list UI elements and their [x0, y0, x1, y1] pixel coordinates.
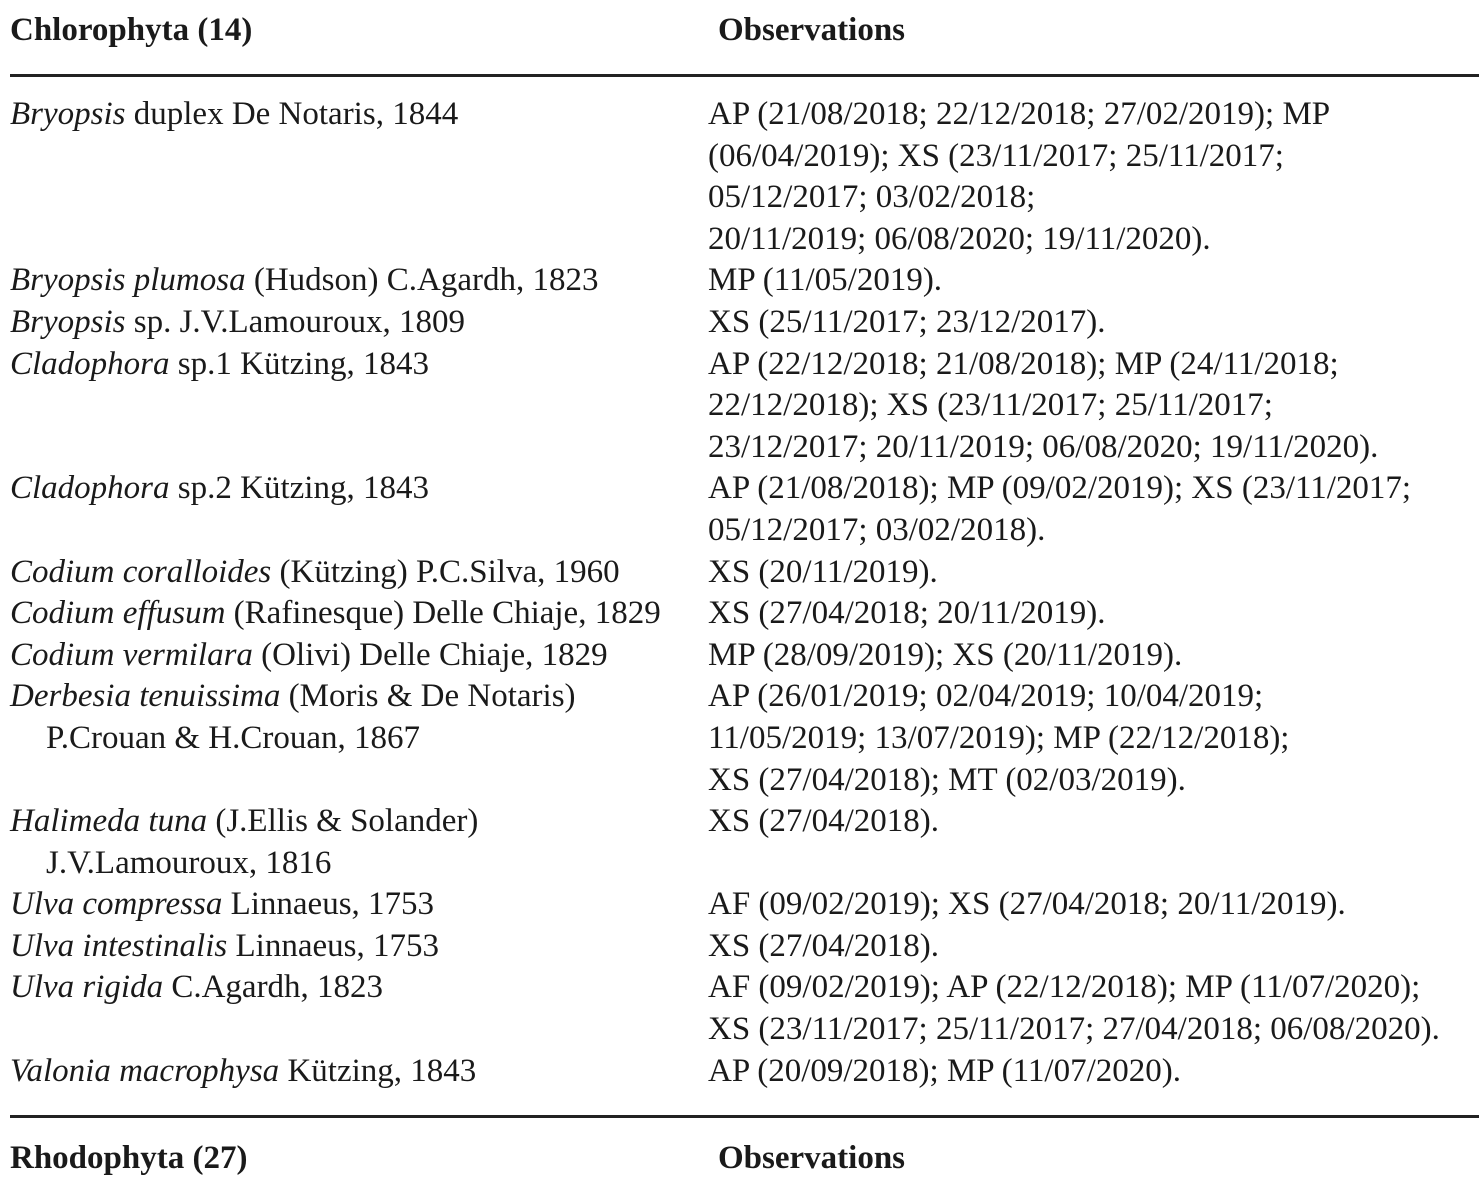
observations-cell: [708, 344, 1469, 469]
species-authority: (Hudson) C.Agardh, 1823: [245, 262, 599, 299]
species-name-italic: Ulva compressa: [10, 886, 223, 923]
observation-line: 20/11/2019; 06/08/2020; 19/11/2020).: [708, 220, 1211, 257]
observation-line: XS (27/04/2018).: [708, 927, 939, 964]
species-cell: [0, 926, 708, 968]
species-name-italic: Cladophora: [10, 345, 170, 382]
observations-cell: [708, 635, 1469, 677]
species-line: [10, 260, 708, 302]
species-line: [10, 344, 708, 386]
table-row: [0, 344, 1479, 469]
observation-line: (06/04/2019); XS (23/11/2017; 25/11/2017;: [708, 137, 1284, 174]
observations-cell: [708, 552, 1469, 594]
species-line: [10, 926, 708, 968]
species-cell: [0, 676, 708, 801]
observation-line: AF (09/02/2019); XS (27/04/2018; 20/11/2019).: [708, 886, 1346, 923]
observations-cell: [708, 593, 1469, 635]
species-authority-continued: J.V.Lamouroux, 1816: [46, 844, 332, 881]
observation-line: 05/12/2017; 03/02/2018;: [708, 179, 1036, 216]
observation-line: 23/12/2017; 20/11/2019; 06/08/2020; 19/11/2020).: [708, 428, 1379, 465]
observation-line: XS (27/04/2018).: [708, 803, 939, 840]
observations-cell: [708, 468, 1469, 551]
species-line: [10, 967, 708, 1009]
species-cell: [0, 260, 708, 302]
observation-line: XS (27/04/2018; 20/11/2019).: [708, 595, 1106, 632]
next-group-heading: Rhodophyta (27): [10, 1140, 248, 1176]
observation-line: AP (21/08/2018); MP (09/02/2019); XS (23/11/2017;: [708, 470, 1412, 507]
observation-line: 22/12/2018); XS (23/11/2017; 25/11/2017;: [708, 387, 1273, 424]
observation-line: AP (21/08/2018; 22/12/2018; 27/02/2019); MP: [708, 96, 1331, 132]
species-name-italic: Valonia macrophysa: [10, 1052, 280, 1089]
species-authority: Kützing, 1843: [279, 1052, 477, 1089]
species-authority: (J.Ellis & Solander): [207, 803, 479, 840]
species-line: [10, 676, 708, 718]
species-name-italic: Codium vermilara: [10, 636, 253, 673]
species-line: [10, 1051, 708, 1093]
species-name-italic: Codium coralloides: [10, 553, 272, 590]
species-line: [10, 635, 708, 677]
observation-line: AP (20/09/2018); MP (11/07/2020).: [708, 1052, 1182, 1089]
species-name-italic: Codium effusum: [10, 595, 226, 632]
observation-line: 05/12/2017; 03/02/2018).: [708, 511, 1046, 548]
table-row: [0, 552, 1479, 594]
observations-cell: [708, 676, 1469, 801]
species-cell: [0, 552, 708, 594]
species-cell: [0, 801, 708, 884]
observations-heading: Observations: [718, 12, 906, 48]
species-cell: [0, 1051, 708, 1093]
species-cell: [0, 884, 708, 926]
table-row: [0, 302, 1479, 344]
species-cell: [0, 967, 708, 1050]
species-cell: [0, 593, 708, 635]
observations-cell: [708, 967, 1469, 1050]
species-name-italic: Derbesia tenuissima: [10, 678, 281, 715]
species-name-italic: Ulva rigida: [10, 969, 164, 1006]
observations-cell: [708, 302, 1469, 344]
observation-line: MP (28/09/2019); XS (20/11/2019).: [708, 636, 1183, 673]
species-name-italic: Bryopsis plumosa: [10, 262, 246, 299]
species-cell: [0, 468, 708, 551]
observation-line: MP (11/05/2019).: [708, 262, 943, 299]
table-header: [0, 0, 1479, 60]
species-name-italic: Cladophora: [10, 470, 170, 507]
species-line: [10, 302, 708, 344]
table-row: [0, 468, 1479, 551]
species-line: [10, 552, 708, 594]
observation-line: XS (23/11/2017; 25/11/2017; 27/04/2018; 06/08/2020).: [708, 1011, 1440, 1048]
table-row: [0, 94, 1479, 260]
table-row: [0, 884, 1479, 926]
species-authority: Linnaeus, 1753: [222, 886, 435, 923]
observation-line: XS (20/11/2019).: [708, 553, 938, 590]
species-line: [10, 94, 708, 136]
species-authority: sp.2 Kützing, 1843: [169, 470, 429, 507]
section-rule: [10, 1115, 1479, 1118]
species-authority: duplex De Notaris, 1844: [125, 96, 459, 132]
species-authority: (Rafinesque) Delle Chiaje, 1829: [225, 595, 661, 632]
species-cell: [0, 94, 708, 260]
observations-cell: [708, 926, 1469, 968]
species-name-italic: Bryopsis: [10, 96, 126, 132]
header-rule: [10, 74, 1479, 77]
species-table: [0, 94, 1479, 1092]
species-name-italic: Ulva intestinalis: [10, 927, 228, 964]
species-authority: (Moris & De Notaris): [280, 678, 576, 715]
species-authority: C.Agardh, 1823: [163, 969, 384, 1006]
table-row: [0, 676, 1479, 801]
species-line: [10, 593, 708, 635]
table-row: [0, 926, 1479, 968]
observations-cell: [708, 94, 1469, 260]
next-table-header: [0, 1128, 1479, 1188]
table-row: [0, 260, 1479, 302]
species-name-italic: Halimeda tuna: [10, 803, 208, 840]
observation-line: AP (22/12/2018; 21/08/2018); MP (24/11/2018;: [708, 345, 1339, 382]
species-cell: [0, 635, 708, 677]
species-line: [10, 801, 708, 843]
species-authority: sp.1 Kützing, 1843: [169, 345, 429, 382]
observation-line: AF (09/02/2019); AP (22/12/2018); MP (11/07/2020);: [708, 969, 1421, 1006]
observation-line: AP (26/01/2019; 02/04/2019; 10/04/2019;: [708, 678, 1264, 715]
observation-line: 11/05/2019; 13/07/2019); MP (22/12/2018);: [708, 719, 1290, 756]
table-row: [0, 801, 1479, 884]
observations-cell: [708, 1051, 1469, 1093]
observation-line: XS (25/11/2017; 23/12/2017).: [708, 303, 1106, 340]
species-authority: (Kützing) P.C.Silva, 1960: [271, 553, 620, 590]
table-row: [0, 593, 1479, 635]
table-row: [0, 967, 1479, 1050]
species-line: [10, 468, 708, 510]
species-authority: sp. J.V.Lamouroux, 1809: [125, 303, 465, 340]
species-authority: Linnaeus, 1753: [227, 927, 439, 964]
observations-cell: [708, 884, 1469, 926]
table-row: [0, 635, 1479, 677]
species-name-italic: Bryopsis: [10, 303, 126, 340]
species-authority: (Olivi) Delle Chiaje, 1829: [252, 636, 608, 673]
species-cell: [0, 302, 708, 344]
observations-cell: [708, 801, 1469, 884]
species-line: [10, 884, 708, 926]
species-authority-continued: P.Crouan & H.Crouan, 1867: [46, 719, 420, 756]
observation-line: XS (27/04/2018); MT (02/03/2019).: [708, 761, 1186, 798]
observations-cell: [708, 260, 1469, 302]
next-observations-heading: Observations: [718, 1140, 906, 1176]
species-cell: [0, 344, 708, 469]
table-row: [0, 1051, 1479, 1093]
group-heading: Chlorophyta (14): [10, 12, 253, 48]
